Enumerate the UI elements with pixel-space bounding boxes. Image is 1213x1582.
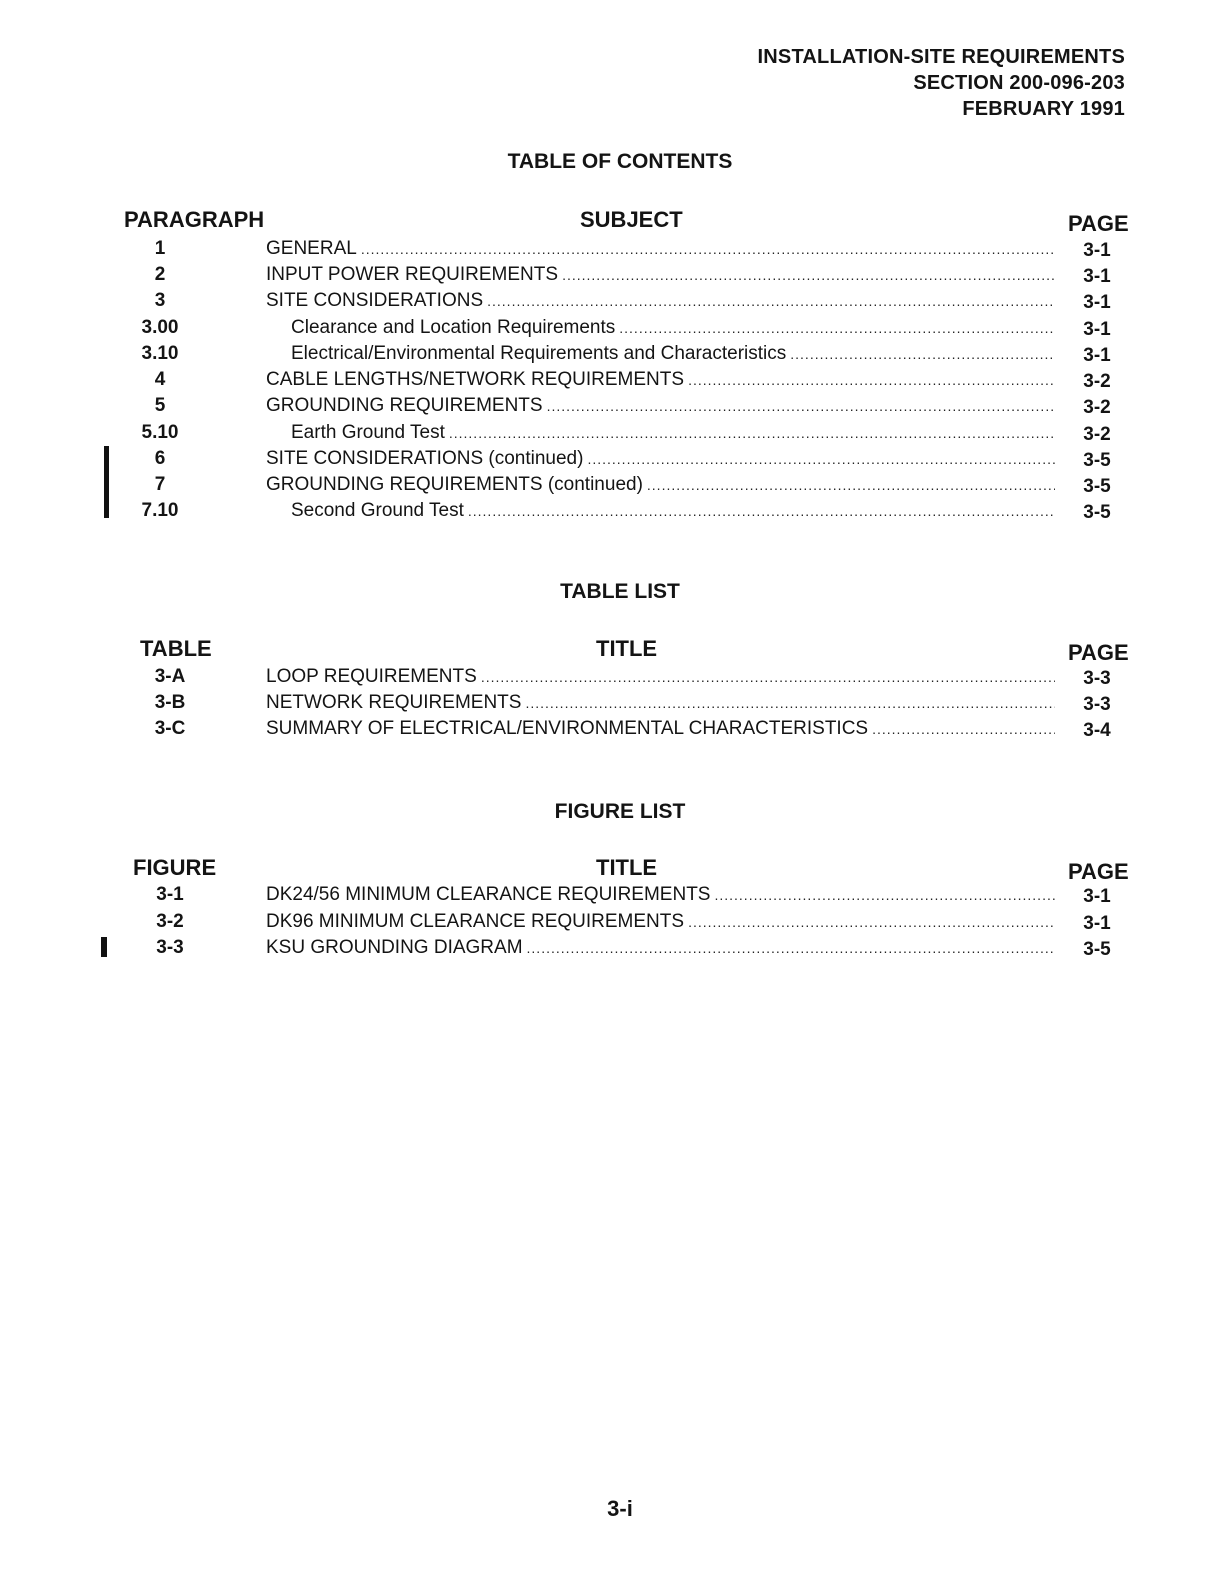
toc-entry-page: 3-5	[1083, 476, 1111, 497]
table-entry-number: 3-C	[154, 718, 186, 739]
toc-col-paragraph: PARAGRAPH	[124, 207, 265, 232]
toc-entry-page: 3-1	[1083, 240, 1111, 261]
table-entry-title-line	[266, 666, 1055, 688]
table-entry-page: 3-3	[1083, 694, 1111, 715]
dot-leader	[872, 721, 1055, 737]
toc-entry-title-line	[291, 343, 1055, 365]
figure-entry-page: 3-5	[1083, 939, 1111, 960]
page-number: 3-i	[607, 1496, 633, 1521]
table-entry-page: 3-3	[1083, 668, 1111, 689]
revision-bar	[101, 937, 107, 957]
toc-entry-number: 5.10	[141, 422, 179, 443]
toc-entry-title: Earth Ground Test	[291, 422, 445, 443]
dot-leader	[647, 477, 1055, 493]
dot-leader	[468, 503, 1055, 519]
dot-leader	[714, 887, 1055, 903]
toc-entry[interactable]	[0, 367, 1213, 393]
dot-leader	[547, 398, 1055, 414]
toc-entry[interactable]	[0, 315, 1213, 341]
toc-entry-title-line	[266, 395, 1055, 417]
dot-leader	[487, 293, 1055, 309]
figure-entry-number: 3-2	[156, 911, 184, 932]
table-col-page: PAGE	[1068, 640, 1129, 665]
dot-leader	[527, 940, 1055, 956]
document-header	[758, 44, 1125, 122]
table-entry-title: SUMMARY OF ELECTRICAL/ENVIRONMENTAL CHARACTERISTICS	[266, 718, 869, 739]
toc-entry-title: GENERAL	[266, 238, 357, 259]
figure-col-number: FIGURE	[133, 855, 217, 880]
toc-entry-number: 3.00	[141, 317, 179, 338]
toc-entry-title-line	[266, 290, 1055, 312]
toc-entry-page: 3-5	[1083, 450, 1111, 471]
toc-entry-page: 3-2	[1083, 424, 1111, 445]
table-col-number: TABLE	[140, 636, 212, 661]
toc-entry-number: 2	[154, 264, 166, 285]
toc-entry-title: Electrical/Environmental Requirements and Characteristics	[291, 343, 787, 364]
toc-entry-page: 3-1	[1083, 266, 1111, 287]
figure-entry-title-line	[266, 911, 1055, 933]
toc-entry-title: SITE CONSIDERATIONS	[266, 290, 484, 311]
table-entry-title: LOOP REQUIREMENTS	[266, 666, 477, 687]
toc-entry-title-line	[266, 238, 1055, 260]
toc-entry[interactable]	[0, 420, 1213, 446]
figure-entry-number: 3-3	[156, 937, 184, 958]
toc-entry-title: GROUNDING REQUIREMENTS (continued)	[266, 474, 643, 495]
figure-entry-title: DK96 MINIMUM CLEARANCE REQUIREMENTS	[266, 911, 685, 932]
toc-entry[interactable]	[0, 262, 1213, 288]
toc-entry-number: 3	[154, 290, 166, 311]
table-entry-page: 3-4	[1083, 720, 1111, 741]
toc-entry-number: 5	[154, 395, 166, 416]
figure-col-page: PAGE	[1068, 859, 1129, 884]
figure-list-heading: FIGURE LIST	[554, 800, 686, 823]
toc-entry[interactable]	[0, 341, 1213, 367]
toc-entry-page: 3-5	[1083, 502, 1111, 523]
toc-entry-number: 6	[154, 448, 166, 469]
toc-entry-title-line	[291, 317, 1055, 339]
toc-entry-title-line	[266, 474, 1055, 496]
dot-leader	[361, 241, 1055, 257]
figure-entry-title: DK24/56 MINIMUM CLEARANCE REQUIREMENTS	[266, 884, 711, 905]
table-list-heading: TABLE LIST	[560, 580, 680, 603]
revision-bar	[104, 446, 109, 518]
table-entry[interactable]	[0, 664, 1213, 690]
dot-leader	[790, 346, 1055, 362]
dot-leader	[688, 372, 1055, 388]
dot-leader	[481, 669, 1055, 685]
figure-entry-title-line	[266, 937, 1055, 959]
header-section: SECTION 200-096-203	[913, 72, 1125, 94]
toc-entry[interactable]	[0, 446, 1213, 472]
table-entry-title: NETWORK REQUIREMENTS	[266, 692, 522, 713]
figure-entry-title-line	[266, 884, 1055, 906]
table-entry-number: 3-A	[154, 666, 186, 687]
toc-entry-page: 3-2	[1083, 371, 1111, 392]
dot-leader	[619, 320, 1055, 336]
toc-entry-page: 3-2	[1083, 397, 1111, 418]
figure-entry-page: 3-1	[1083, 886, 1111, 907]
toc-col-page: PAGE	[1068, 211, 1129, 236]
toc-entry[interactable]	[0, 236, 1213, 262]
header-date: FEBRUARY 1991	[962, 98, 1125, 120]
toc-entry[interactable]	[0, 498, 1213, 524]
table-entry[interactable]	[0, 716, 1213, 742]
figure-entry[interactable]	[0, 935, 1213, 961]
figure-entry[interactable]	[0, 882, 1213, 908]
toc-entry-title: Second Ground Test	[291, 500, 464, 521]
table-entry[interactable]	[0, 690, 1213, 716]
table-entry-title-line	[266, 692, 1055, 714]
figure-entry[interactable]	[0, 909, 1213, 935]
figure-col-title: TITLE	[596, 855, 658, 880]
table-entry-title-line	[266, 718, 1055, 740]
dot-leader	[449, 425, 1055, 441]
toc-entry-number: 1	[154, 238, 166, 259]
toc-entry[interactable]	[0, 393, 1213, 419]
toc-entry-title: Clearance and Location Requirements	[291, 317, 616, 338]
toc-entry-page: 3-1	[1083, 319, 1111, 340]
toc-entry-page: 3-1	[1083, 345, 1111, 366]
dot-leader	[525, 695, 1055, 711]
toc-entry-number: 4	[154, 369, 166, 390]
dot-leader	[688, 914, 1055, 930]
toc-entry-page: 3-1	[1083, 292, 1111, 313]
figure-entry-title: KSU GROUNDING DIAGRAM	[266, 937, 523, 958]
dot-leader	[562, 267, 1055, 283]
toc-entry-title-line	[291, 422, 1055, 444]
toc-entry-title-line	[291, 500, 1055, 522]
toc-entry-title: INPUT POWER REQUIREMENTS	[266, 264, 559, 285]
table-col-title: TITLE	[596, 636, 658, 661]
toc-entry-title: SITE CONSIDERATIONS (continued)	[266, 448, 584, 469]
toc-entry[interactable]	[0, 472, 1213, 498]
toc-entry-number: 7.10	[141, 500, 179, 521]
toc-entry-number: 7	[154, 474, 166, 495]
dot-leader	[587, 451, 1055, 467]
table-entry-number: 3-B	[154, 692, 186, 713]
figure-entry-page: 3-1	[1083, 913, 1111, 934]
figure-entry-number: 3-1	[156, 884, 184, 905]
toc-entry-title: CABLE LENGTHS/NETWORK REQUIREMENTS	[266, 369, 685, 390]
toc-entry-title-line	[266, 448, 1055, 470]
header-title: INSTALLATION-SITE REQUIREMENTS	[757, 46, 1125, 68]
toc-heading: TABLE OF CONTENTS	[507, 150, 733, 173]
toc-entry-title: GROUNDING REQUIREMENTS	[266, 395, 543, 416]
toc-entry-title-line	[266, 264, 1055, 286]
toc-col-subject: SUBJECT	[580, 207, 683, 232]
toc-entry-title-line	[266, 369, 1055, 391]
toc-entry[interactable]	[0, 288, 1213, 314]
toc-entry-number: 3.10	[141, 343, 179, 364]
